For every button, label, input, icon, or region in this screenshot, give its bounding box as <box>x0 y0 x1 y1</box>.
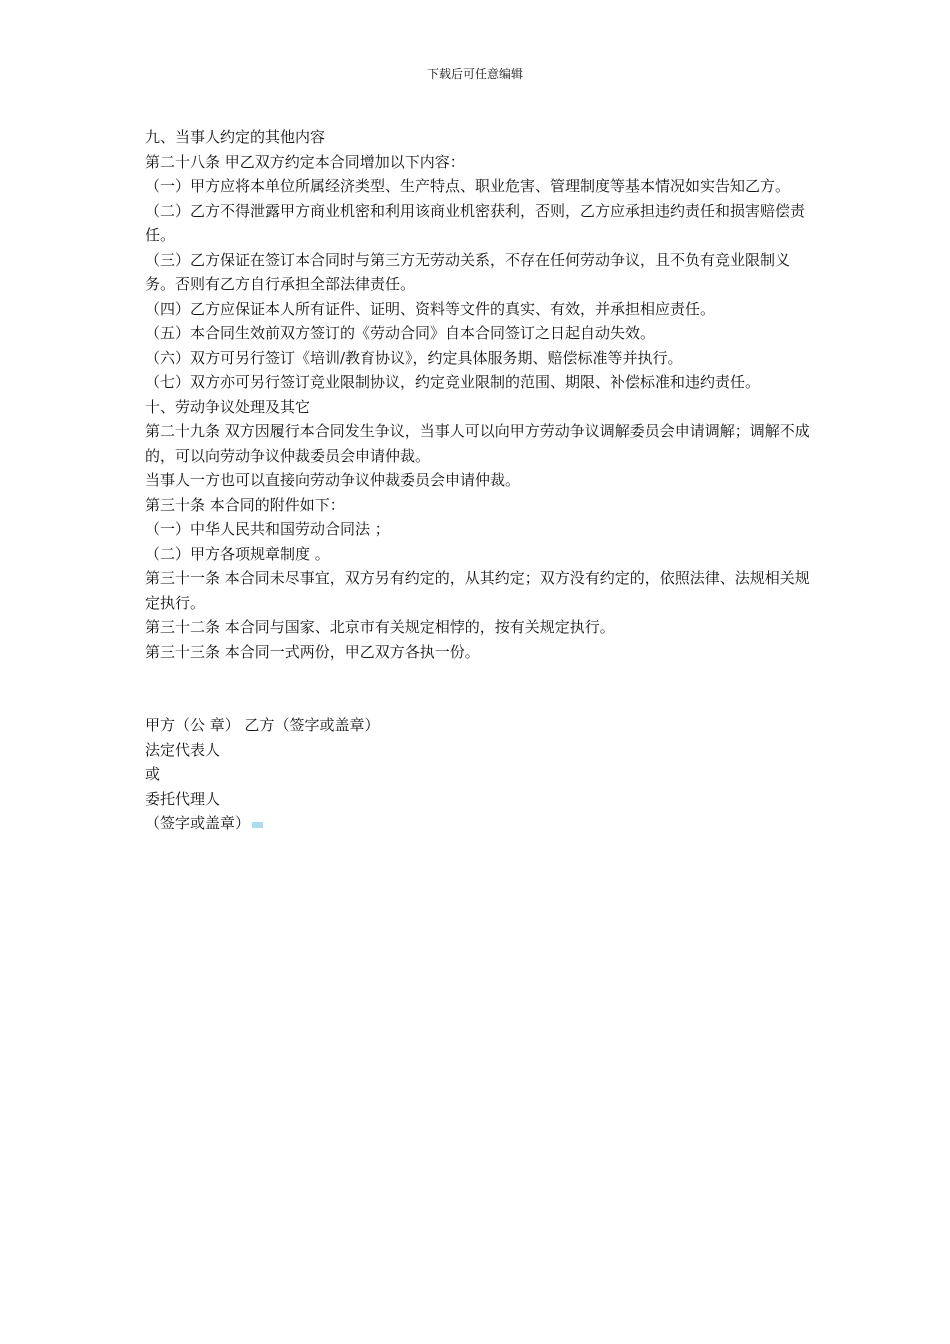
article-28-item-7: （七）双方亦可另行签订竞业限制协议，约定竞业限制的范围、期限、补偿标准和违约责任。 <box>145 373 761 391</box>
section-heading-10: 十、劳动争议处理及其它 <box>145 397 311 416</box>
signature-legal-rep: 法定代表人 <box>145 740 221 759</box>
page-header: 下载后可任意编辑 <box>426 67 523 81</box>
document-body <box>145 125 817 836</box>
article-28-item-6: （六）双方可另行签订《培训/教育协议》，约定具体服务期、赔偿标准等并执行。 <box>145 348 683 367</box>
article-28-item-1: （一）甲方应将本单位所属经济类型、生产特点、职业危害、管理制度等基本情况如实告知乙方。 <box>145 177 791 195</box>
article-28-item-3: （三）乙方保证在签订本合同时与第三方无劳动关系，不存在任何劳动争议，且不负有竞业限制义务。否则有乙方自行承担全部法律责任。 <box>145 250 791 293</box>
article-28-item-4: （四）乙方应保证本人所有证件、证明、资料等文件的真实、有效，并承担相应责任。 <box>145 299 716 318</box>
spacer <box>145 664 817 713</box>
signature-sign-line <box>145 811 817 836</box>
highlight-marker <box>252 822 263 828</box>
article-28-item-2: （二）乙方不得泄露甲方商业机密和利用该商业机密获利，否则，乙方应承担违约责任和损害赔偿责任。 <box>145 201 806 244</box>
article-30-item-1: （一）中华人民共和国劳动合同法 ； <box>145 520 390 538</box>
article-32: 第三十二条 本合同与国家、北京市有关规定相悖的，按有关规定执行。 <box>145 618 615 636</box>
article-31: 第三十一条 本合同未尽事宜，双方另有约定的，从其约定；双方没有约定的，依照法律、法规相关规定执行。 <box>145 569 810 612</box>
signature-parties: 甲方（公 章） 乙方（签字或盖章） <box>145 716 380 734</box>
signature-sign-text: （签字或盖章） <box>145 814 251 832</box>
article-28: 第二十八条 甲乙双方约定本合同增加以下内容： <box>145 152 465 171</box>
article-29: 第二十九条 双方因履行本合同发生争议，当事人可以向甲方劳动争议调解委员会申请调解；调解不成的，可以向劳动争议仲裁委员会申请仲裁。 <box>145 422 810 465</box>
signature-block <box>145 713 817 836</box>
article-30-item-2: （二）甲方各项规章制度 。 <box>145 544 330 563</box>
article-28-item-5: （五）本合同生效前双方签订的《劳动合同》自本合同签订之日起自动失效。 <box>145 324 656 342</box>
article-29-continued: 当事人一方也可以直接向劳动争议仲裁委员会申请仲裁。 <box>145 471 521 489</box>
article-33: 第三十三条 本合同一式两份，甲乙双方各执一份。 <box>145 642 480 661</box>
signature-agent: 委托代理人 <box>145 789 221 808</box>
signature-or: 或 <box>145 765 161 783</box>
section-heading-9: 九、当事人约定的其他内容 <box>145 128 326 146</box>
article-30: 第三十条 本合同的附件如下： <box>145 495 345 514</box>
